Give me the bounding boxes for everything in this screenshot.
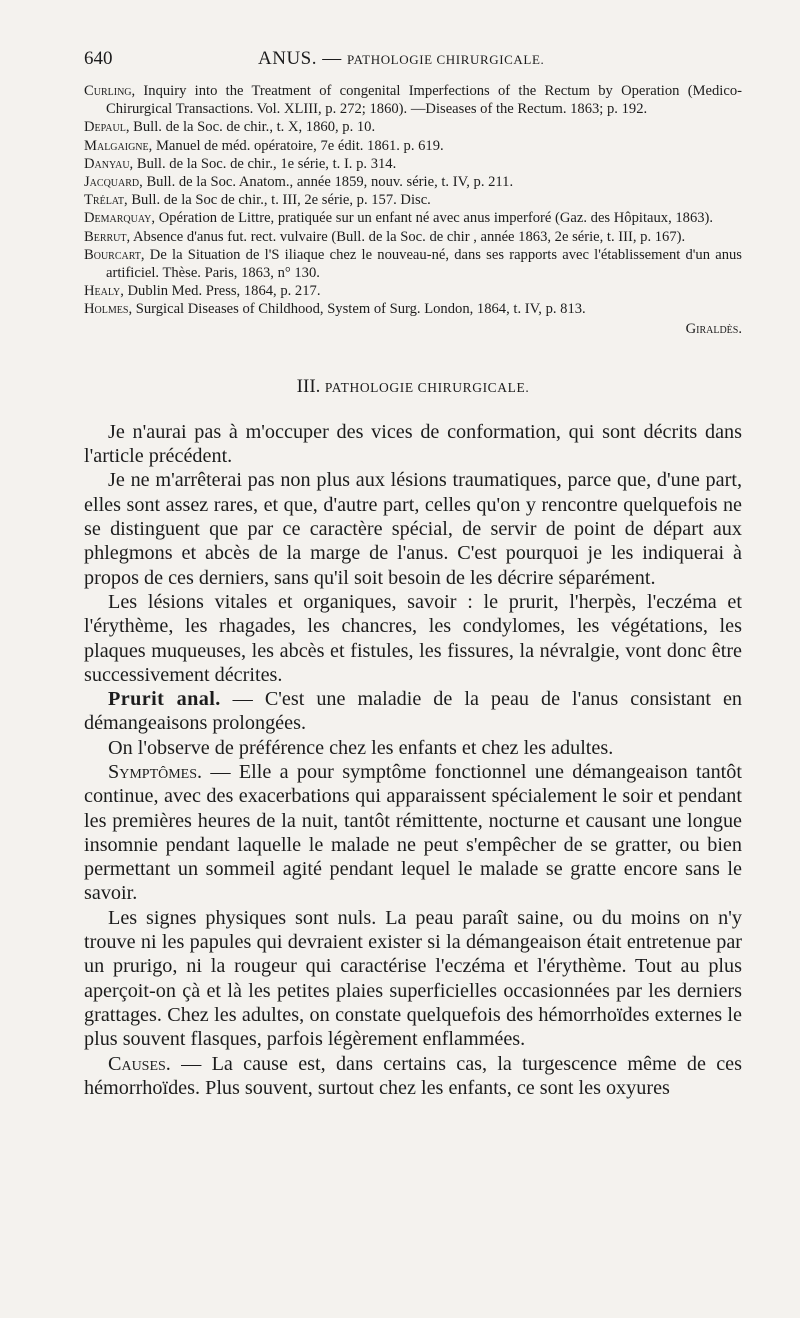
bibliography-author: Healy [84, 283, 121, 300]
bibliography-entry [84, 155, 742, 173]
bibliography-author: Curling [84, 83, 132, 99]
bibliography-text: , Absence d'anus fut. rect. vulvaire (Bull. de la Soc. de chir , année 1863, 2e série, t. III, p. 167). [126, 228, 686, 245]
paragraph-text: Les lésions vitales et organiques, savoir : le prurit, l'herpès, l'eczéma et l'érythème, les rhagades, les chancres, les condylomes, les végétations, les plaques muqueuses, les abcès et fistules, les fissures, la névralgie, vont donc être successivement décrites. [84, 590, 742, 686]
body-text [84, 420, 742, 1100]
bibliography-text: , Inquiry into the Treatment of congenital Imperfections of the Rectum by Operation (Medico-Chirurgical Transactions. Vol. XLIII, p. 272; 1860). —Diseases of the Rectum. 1863; p. 192. [106, 83, 742, 118]
running-title-main: ANUS. [258, 48, 317, 69]
bibliography-author: Demarquay [84, 210, 152, 227]
running-header [84, 48, 742, 78]
bibliography-text: , Bull. de la Soc. Anatom., année 1859, nouv. série, t. IV, p. 211. [139, 174, 514, 191]
bibliography-author: Holmes [84, 301, 129, 318]
running-title-dash: — [316, 48, 347, 69]
bibliography-entry [84, 246, 742, 282]
paragraph [84, 760, 742, 906]
bibliography-signature: Giraldès. [685, 320, 742, 337]
paragraph-heading: Symptômes. [108, 761, 203, 783]
paragraph-heading: Causes. [108, 1052, 171, 1075]
paragraph [84, 736, 742, 760]
paragraph [84, 906, 742, 1052]
paragraph-text: — La cause est, dans certains cas, la turgescence même de ces hémorrhoïdes. Plus souvent, surtout chez les enfants, ce sont les oxyures [84, 1052, 742, 1099]
page-number: 640 [84, 48, 113, 69]
bibliography-entry [84, 209, 742, 227]
bibliography-author: Trélat [84, 192, 125, 209]
paragraph-text: Je ne m'arrêterai pas non plus aux lésions traumatiques, parce que, d'une part, elles sont assez rares, et que, d'autre part, celles qu'on y rencontre quelquefois ne se distinguent que par ce caractère spécial, de servir de point de départ aux phlegmons et abcès de la marge de l'anus. C'est pourquoi je les indiquerai à propos de ces derniers, sans qu'il soit besoin de les décrire séparément. [84, 469, 742, 589]
bibliography-entry [84, 300, 742, 318]
paragraph [84, 468, 742, 589]
paragraph [84, 687, 742, 736]
paragraph-heading: Prurit anal. [108, 688, 221, 711]
paragraph-text: On l'observe de préférence chez les enfants et chez les adultes. [108, 736, 614, 759]
bibliography-text: , Bull. de la Soc de chir., t. III, 2e série, p. 157. Disc. [124, 192, 431, 209]
bibliography [84, 82, 742, 338]
section-title [84, 376, 742, 398]
bibliography-author: Malgaigne [84, 137, 149, 154]
bibliography-text: , Bull. de la Soc. de chir., t. X, 1860, p. 10. [125, 119, 376, 136]
bibliography-author: Berrut [84, 228, 127, 245]
bibliography-text: , Manuel de méd. opératoire, 7e édit. 1861. p. 619. [148, 137, 444, 154]
bibliography-text: , Surgical Diseases of Childhood, System of Surg. London, 1864, t. IV, p. 813. [128, 301, 586, 318]
bibliography-entry [84, 118, 742, 136]
bibliography-text: , Bull. de la Soc. de chir., 1e série, t. I. p. 314. [129, 155, 397, 172]
bibliography-entry [84, 173, 742, 191]
bibliography-author: Danyau [84, 155, 130, 172]
section-label: PATHOLOGIE CHIRURGICALE. [324, 379, 530, 395]
paragraph-text: — Elle a pour symptôme fonctionnel une démangeaison tantôt continue, avec des exacerbations qui apparaissent spécialement le soir et pendant les premières heures de la nuit, tantôt rémittente, nocturne et causant une longue insomnie pendant laquelle le malade ne peut s'empêcher de se gratter, ou bien permettant un sommeil agité pendant lequel le malade se gratte encore sans le savoir. [84, 761, 742, 905]
bibliography-text: , De la Situation de l'S iliaque chez le nouveau-né, dans ses rapports avec l'établissement d'un anus artificiel. Thèse. Paris, 1863, n° 130. [106, 246, 742, 282]
section-number: III. [296, 375, 321, 397]
paragraph-text: — C'est une maladie de la peau de l'anus consistant en démangeaisons prolongées. [84, 688, 742, 735]
bibliography-entry [84, 191, 742, 209]
paragraph [84, 1052, 742, 1101]
bibliography-entry [84, 137, 742, 155]
bibliography-entry [84, 228, 742, 246]
paragraph [84, 590, 742, 687]
bibliography-entry [84, 282, 742, 300]
bibliography-author: Depaul [84, 119, 126, 136]
paragraph-text: Les signes physiques sont nuls. La peau paraît saine, ou du moins on n'y trouve ni les papules qui devraient exister si la démangeaison était entretenue par un prurigo, ni la rougeur qui caractérise l'eczéma et l'érythème. Tout au plus aperçoit-on çà et là les petites plaies superficielles occasionnées par les derniers grattages. Chez les adultes, on constate quelquefois des hémorrhoïdes externes le plus souvent flasques, parfois légèrement enflammées. [84, 906, 742, 1051]
running-title [258, 48, 544, 70]
bibliography-text: , Opération de Littre, pratiquée sur un enfant né avec anus imperforé (Gaz. des Hôpitaux, 1863). [151, 210, 714, 227]
running-title-sub: PATHOLOGIE CHIRURGICALE. [346, 52, 545, 67]
bibliography-author: Jacquard [84, 174, 140, 191]
bibliography-entry [84, 82, 742, 118]
bibliography-text: , Dublin Med. Press, 1864, p. 217. [120, 283, 321, 300]
paragraph [84, 420, 742, 469]
bibliography-author: Bourcart [84, 246, 141, 263]
paragraph-text: Je n'aurai pas à m'occuper des vices de conformation, qui sont décrits dans l'article précédent. [84, 420, 742, 468]
